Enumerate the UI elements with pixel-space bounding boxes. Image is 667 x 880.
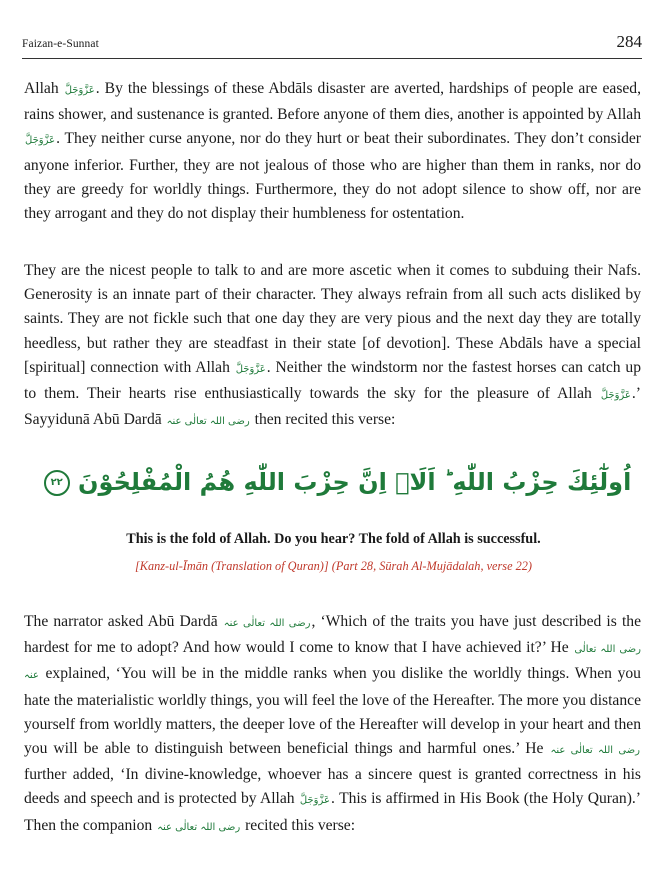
honorific-radi: رضی اللہ تعالٰی عنہ	[166, 416, 250, 428]
page-header	[22, 32, 642, 54]
text-segment: The narrator asked Abū Dardā	[24, 613, 218, 630]
page-number: 284	[616, 32, 642, 51]
honorific-allah: عَزَّوَجَلَّ	[25, 135, 56, 147]
honorific-allah: عَزَّوَجَلَّ	[600, 390, 631, 402]
honorific-allah: عَزَّوَجَلَّ	[235, 363, 266, 375]
paragraph-1	[24, 77, 641, 226]
honorific-radi: رضی اللہ تعالٰی عنہ	[157, 821, 241, 833]
text-segment: then recited this verse:	[254, 411, 396, 429]
honorific-radi: رضی اللہ تعالٰی عنہ	[24, 644, 641, 682]
text-segment: . This is affirmed in His Book (the Holy Quran).’ Then the companion	[24, 790, 641, 834]
text-segment: They are the nicest people to talk to and are more ascetic when it comes to subduing their Nafs. Generosity is an innate part of their character. They always refrain from all such acts disliked by saints. They are not fickle such that one day they are very pious and the next day they are totally heedless, but rather they are steadfast in their state [of devotion]. These Abdāls have a special [spiritual] connection with Allah	[24, 262, 641, 376]
verse-number-marker: ٢٢	[44, 470, 70, 496]
text-segment: further added, ‘In divine-knowledge, whoever has a sincere quest is granted correctness in his deeds and speech and is protected by Allah	[24, 766, 641, 808]
verse-citation: [Kanz-ul-Īmān (Translation of Quran)] (Part 28, Sūrah Al-Mujādalah, verse 22)	[134, 559, 533, 573]
quran-verse	[0, 468, 667, 496]
text-segment: explained, ‘You will be in the middle ranks when you dislike the worldly things. When you hate the materialistic worldly things, you will feel the love of the Hereafter. The more you distance yourself from worldly matters, the deeper love of the Hereafter will develop in your heart and then you will be able to distinguish between beneficial things and harmful ones.’ He	[24, 665, 641, 758]
text-segment: recited this verse:	[245, 816, 356, 834]
verse-arabic: اُولٰٓئِكَ حِزْبُ اللّٰهِ ؕ اَلَاۤ اِنَّ حِزْبَ اللّٰهِ هُمُ الْمُفْلِحُوْنَ	[78, 468, 632, 496]
book-title: Faizan-e-Sunnat	[22, 38, 99, 50]
honorific-radi: رضی اللہ تعالٰی عنہ	[223, 618, 311, 629]
verse-translation: This is the fold of Allah. Do you hear? The fold of Allah is successful.	[126, 531, 541, 547]
text-segment: . By the blessings of these Abdāls disaster are averted, hardships of people are eased, rains shower, and sustenance is granted. Before anyone of them dies, another is appointed by Allah	[24, 80, 642, 124]
header-rule	[22, 58, 642, 59]
text-segment: . They neither curse anyone, nor do they hurt or beat their subordinates. They don’t consider anyone inferior. Further, they are not jealous of those who are higher than them in ranks, nor do they are greedy for worldly things. Furthermore, they do not adopt silence to show off, nor are they arrogant and they do not display their humbleness for ostentation.	[24, 130, 641, 223]
honorific-allah: عَزَّوَجَلَّ	[299, 795, 330, 807]
text-segment: , ‘Which of the traits you have just described is the hardest for me to adopt? And how would I come to know that I have achieved it?’ He	[24, 613, 641, 657]
text-segment: . Neither the windstorm nor the fastest horses can catch up to them. Their hearts rise enthusiastically towards the sky for the pleasure of Allah	[24, 358, 642, 403]
paragraph-3	[24, 610, 641, 840]
honorific-allah: عَزَّوَجَلَّ	[64, 85, 95, 96]
honorific-radi: رضی اللہ تعالٰی عنہ	[550, 745, 640, 757]
paragraph-2	[24, 259, 641, 434]
text-segment: .’ Sayyidunā Abū Dardā	[24, 385, 641, 429]
text-segment: Allah	[24, 80, 59, 97]
